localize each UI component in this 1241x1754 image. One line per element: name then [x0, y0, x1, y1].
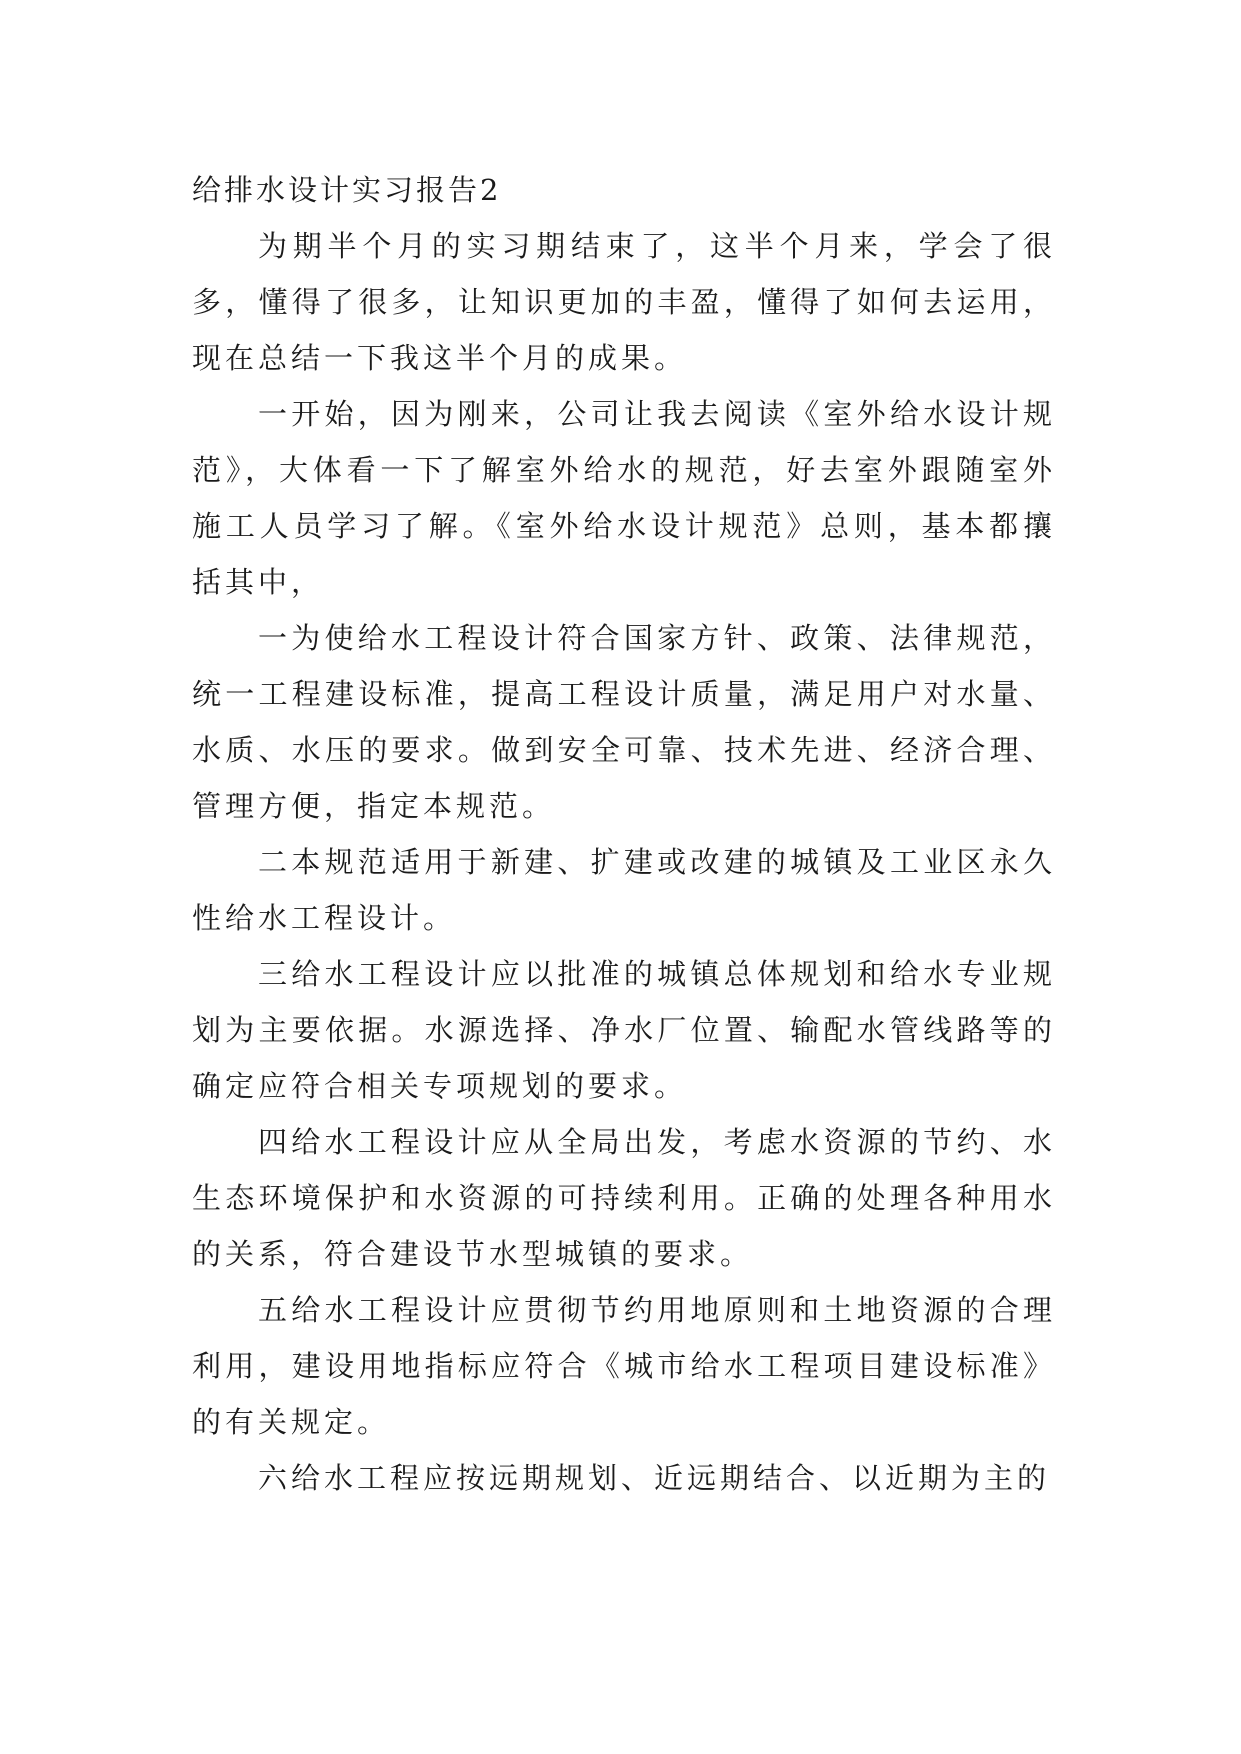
document-title: 给排水设计实习报告2 — [192, 173, 502, 207]
paragraph-8: 六给水工程应按远期规划、近远期结合、以近期为主的 — [258, 1461, 1051, 1495]
document-body — [192, 162, 1056, 1506]
paragraph-4: 二本规范适用于新建、扩建或改建的城镇及工业区永久性给水工程设计。 — [192, 845, 1056, 935]
paragraph-7: 五给水工程设计应贯彻节约用地原则和土地资源的合理利用，建设用地指标应符合《城市给水工程项目建设标准》的有关规定。 — [192, 1293, 1056, 1439]
paragraph-1: 为期半个月的实习期结束了，这半个月来，学会了很多，懂得了很多，让知识更加的丰盈，懂得了如何去运用，现在总结一下我这半个月的成果。 — [192, 229, 1056, 375]
paragraph-6: 四给水工程设计应从全局出发，考虑水资源的节约、水生态环境保护和水资源的可持续利用。正确的处理各种用水的关系，符合建设节水型城镇的要求。 — [192, 1125, 1056, 1271]
paragraph-3: 一为使给水工程设计符合国家方针、政策、法律规范，统一工程建设标准，提高工程设计质量，满足用户对水量、水质、水压的要求。做到安全可靠、技术先进、经济合理、管理方便，指定本规范。 — [192, 621, 1056, 823]
paragraph-2: 一开始，因为刚来，公司让我去阅读《室外给水设计规范》，大体看一下了解室外给水的规范，好去室外跟随室外施工人员学习了解。《室外给水设计规范》总则，基本都攘括其中， — [192, 397, 1056, 599]
paragraph-5: 三给水工程设计应以批准的城镇总体规划和给水专业规划为主要依据。水源选择、净水厂位置、输配水管线路等的确定应符合相关专项规划的要求。 — [192, 957, 1056, 1103]
